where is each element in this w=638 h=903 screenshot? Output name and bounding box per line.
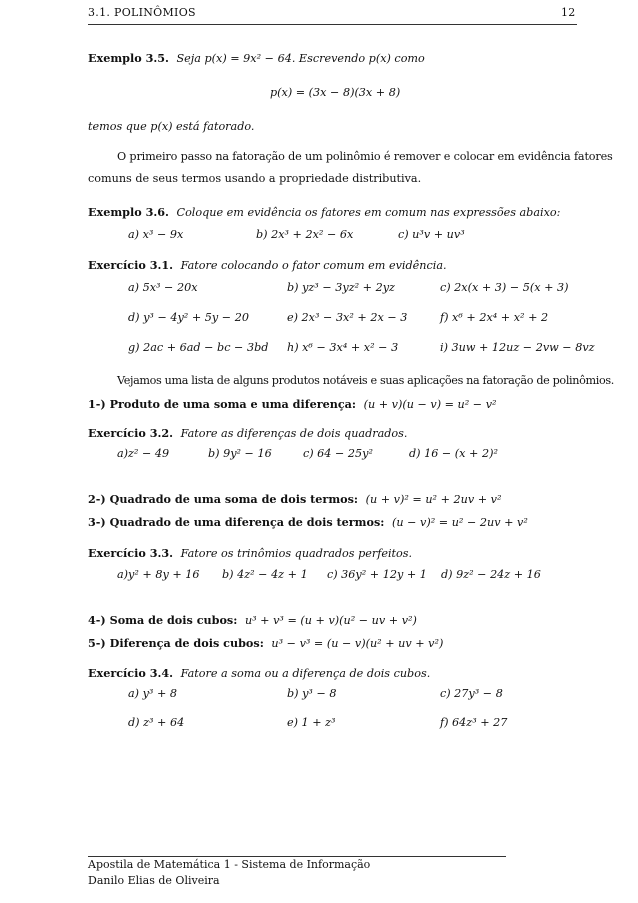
product-formula: (u + v)(u − v) = u² − v²: [363, 398, 497, 411]
list-item: c) u³v + uv³: [398, 228, 465, 241]
list-item: b) 4z² − 4z + 1: [222, 568, 308, 581]
exercise-label: Exercício 3.3.: [88, 546, 174, 560]
footer-line: Apostila de Matemática 1 - Sistema de Informação: [88, 858, 371, 871]
product-label: 4-) Soma de dois cubos:: [88, 613, 238, 627]
list-item: f) 64z³ + 27: [440, 716, 508, 729]
example-label: Exemplo 3.6.: [88, 205, 169, 219]
exercise-label: Exercício 3.2.: [88, 426, 174, 440]
exercise-3-4: [88, 666, 430, 680]
paragraph-line: Vejamos uma lista de alguns produtos notáveis e suas aplicações na fatoração de polinômios.: [117, 374, 614, 387]
footer-rule: [88, 856, 506, 857]
list-item: e) 2x³ − 3x² + 2x − 3: [287, 311, 408, 324]
exercise-3-1: [88, 258, 447, 272]
list-item: c) 36y² + 12y + 1: [327, 568, 427, 581]
example-label: Exemplo 3.5.: [88, 51, 169, 65]
list-item: c) 2x(x + 3) − 5(x + 3): [440, 281, 569, 294]
exercise-label: Exercício 3.4.: [88, 666, 174, 680]
product-formula: u³ + v³ = (u + v)(u² − uv + v²): [244, 614, 417, 627]
list-item: b) yz³ − 3yz² + 2yz: [287, 281, 395, 294]
list-item: h) x⁶ − 3x⁴ + x² − 3: [287, 341, 399, 354]
exercise-statement: Fatore a soma ou a diferença de dois cubos.: [180, 667, 431, 680]
footer-line: Danilo Elias de Oliveira: [88, 874, 220, 887]
product-3: [88, 515, 528, 529]
list-item: g) 2ac + 6ad − bc − 3bd: [128, 341, 269, 354]
paragraph-line: O primeiro passo na fatoração de um polinômio é remover e colocar em evidência fatores: [117, 150, 613, 163]
product-1: [88, 397, 497, 411]
list-item: d) 16 − (x + 2)²: [409, 447, 498, 460]
example-3-5: [88, 51, 425, 65]
example-3-6: [88, 205, 560, 219]
list-item: b) y³ − 8: [287, 687, 337, 700]
product-formula: (u + v)² = u² + 2uv + v²: [365, 493, 502, 506]
product-label: 5-) Diferença de dois cubos:: [88, 636, 264, 650]
exercise-3-2: [88, 426, 407, 440]
exercise-statement: Fatore colocando o fator comum em evidência.: [180, 259, 447, 272]
exercise-3-3: [88, 546, 412, 560]
paragraph-line: comuns de seus termos usando a propriedade distributiva.: [88, 172, 422, 185]
list-item: a)z² − 49: [117, 447, 170, 460]
running-header-section: 3.1. POLINÔMIOS: [88, 6, 196, 19]
product-formula: u³ − v³ = (u − v)(u² + uv + v²): [271, 637, 444, 650]
list-item: i) 3uw + 12uz − 2vw − 8vz: [440, 341, 595, 354]
display-formula: p(x) = (3x − 8)(3x + 8): [270, 86, 401, 99]
exercise-label: Exercício 3.1.: [88, 258, 174, 272]
list-item: b) 9y² − 16: [208, 447, 272, 460]
product-label: 3-) Quadrado de uma diferença de dois termos:: [88, 515, 385, 529]
list-item: f) x⁶ + 2x⁴ + x² + 2: [440, 311, 549, 324]
example-conclusion: temos que p(x) está fatorado.: [88, 120, 255, 133]
example-statement: Coloque em evidência os fatores em comum nas expressões abaixo:: [176, 206, 561, 219]
list-item: c) 27y³ − 8: [440, 687, 503, 700]
example-statement: Seja p(x) = 9x² − 64. Escrevendo p(x) como: [176, 52, 425, 65]
product-formula: (u − v)² = u² − 2uv + v²: [391, 516, 528, 529]
product-5: [88, 636, 443, 650]
list-item: d) 9z² − 24z + 16: [441, 568, 541, 581]
list-item: a) 5x³ − 20x: [128, 281, 198, 294]
list-item: e) 1 + z³: [287, 716, 336, 729]
product-label: 1-) Produto de uma soma e uma diferença:: [88, 397, 357, 411]
list-item: c) 64 − 25y²: [303, 447, 373, 460]
exercise-statement: Fatore os trinômios quadrados perfeitos.: [180, 547, 413, 560]
list-item: d) z³ + 64: [128, 716, 185, 729]
exercise-statement: Fatore as diferenças de dois quadrados.: [180, 427, 408, 440]
product-2: [88, 492, 501, 506]
list-item: a)y² + 8y + 16: [117, 568, 200, 581]
page-number: 12: [561, 6, 576, 19]
header-rule: [88, 24, 577, 25]
list-item: a) x³ − 9x: [128, 228, 184, 241]
list-item: d) y³ − 4y² + 5y − 20: [128, 311, 249, 324]
list-item: a) y³ + 8: [128, 687, 177, 700]
product-4: [88, 613, 417, 627]
product-label: 2-) Quadrado de uma soma de dois termos:: [88, 492, 359, 506]
list-item: b) 2x³ + 2x² − 6x: [256, 228, 354, 241]
